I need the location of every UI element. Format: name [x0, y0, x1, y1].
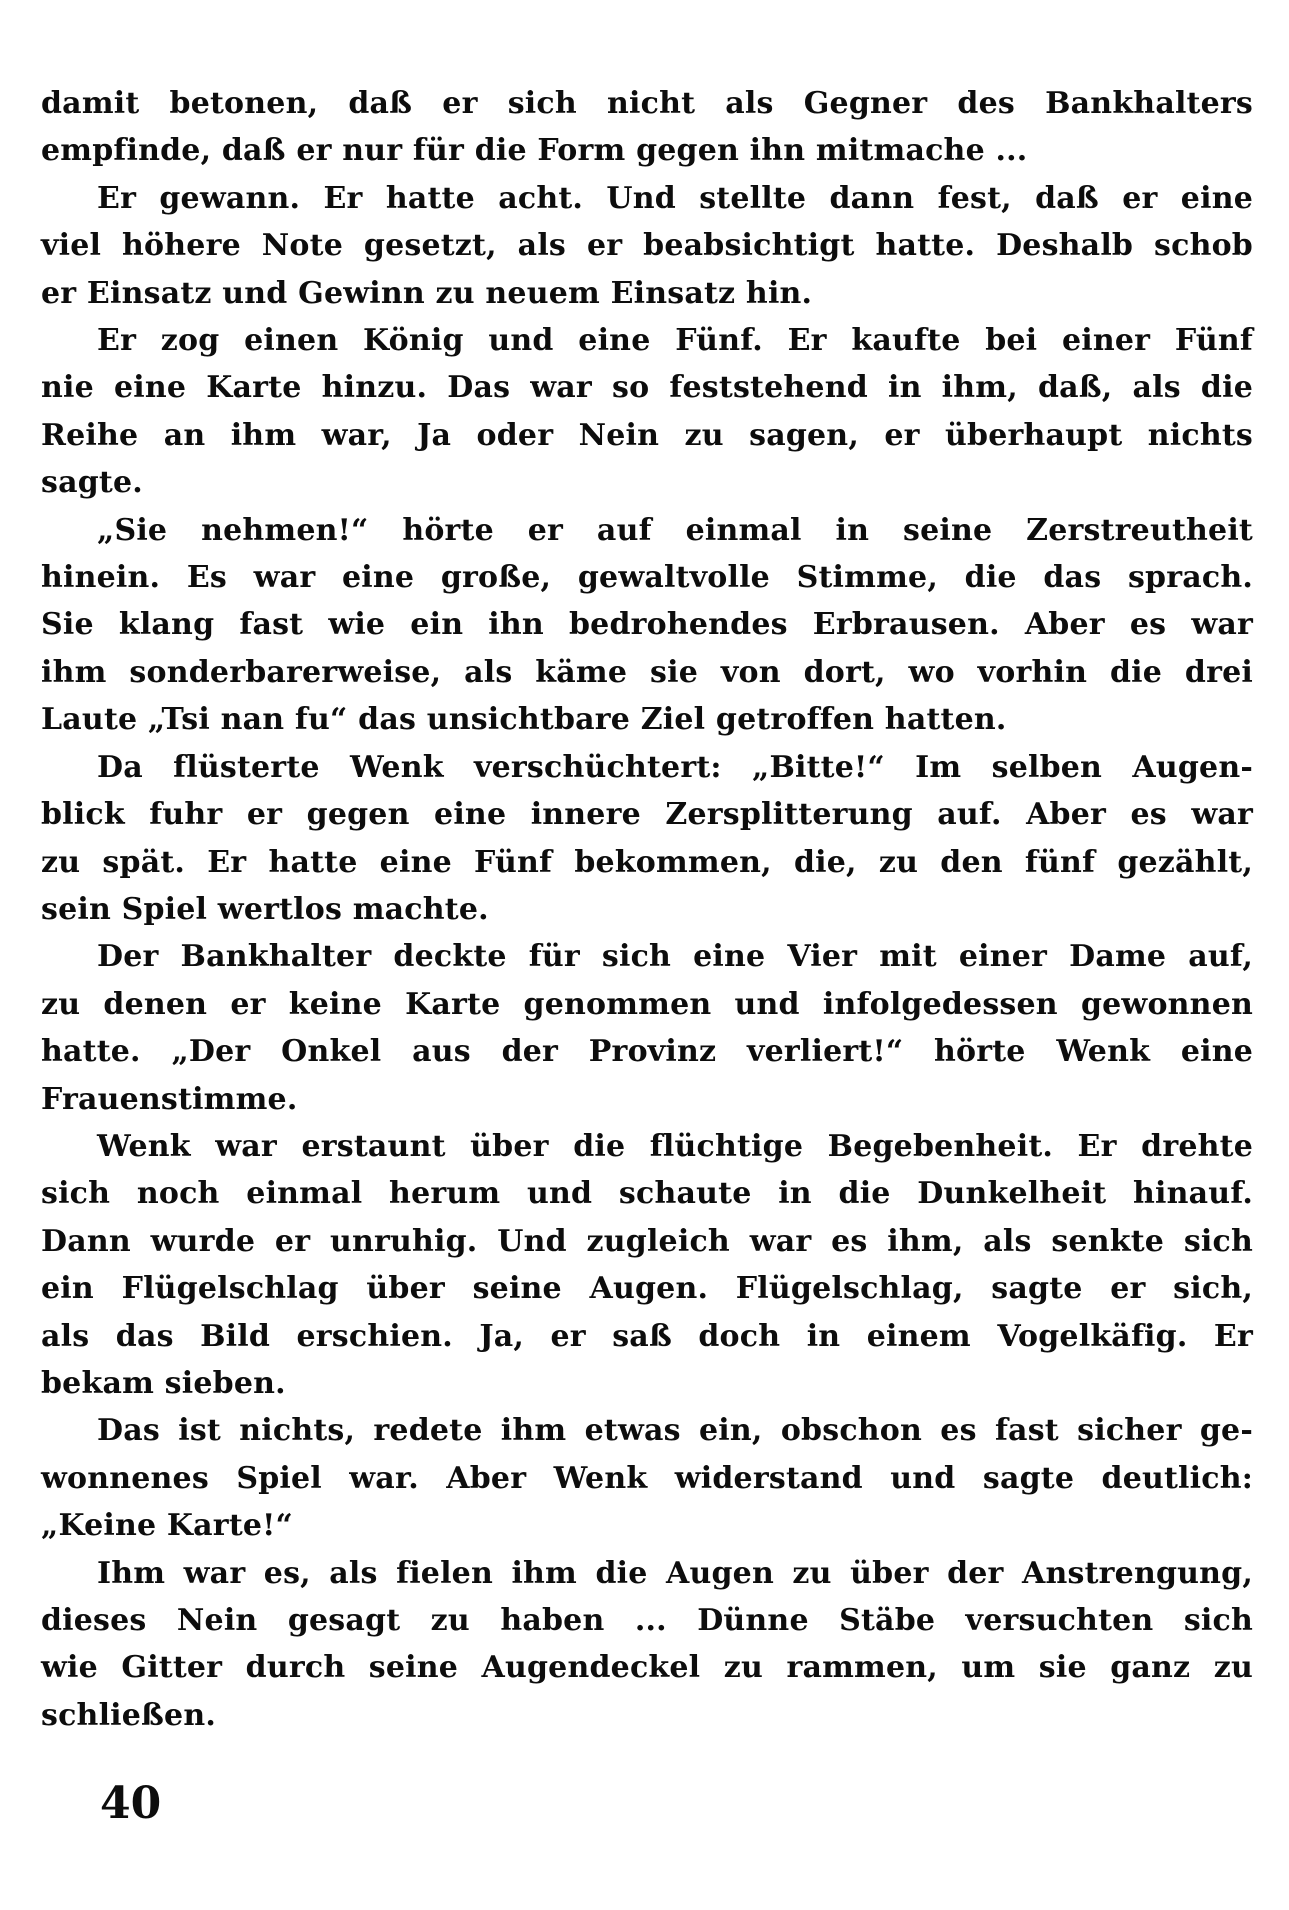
- text-block: [41, 80, 1253, 1739]
- paragraph: [41, 1123, 1253, 1407]
- text-line: viel höhere Note gesetzt, als er beabsichtigt hatte. Deshalb schob: [41, 228, 1253, 264]
- text-line: Laute „Tsi nan fu“ das unsichtbare Ziel getroffen hatten.: [41, 702, 1007, 738]
- text-line: damit betonen, daß er sich nicht als Gegner des Bankhalters: [41, 86, 1253, 121]
- text-line: nie eine Karte hinzu. Das war so feststehend in ihm, daß, als die: [41, 370, 1253, 406]
- text-line: Da flüsterte Wenk verschüchtert: „Bitte!“ Im selben Augen-: [97, 749, 1253, 785]
- text-line: Frauenstimme.: [41, 1081, 298, 1117]
- paragraph: [41, 507, 1253, 744]
- text-line: blick fuhr er gegen eine innere Zersplitterung auf. Aber es war: [41, 797, 1253, 833]
- text-line: sich noch einmal herum und schaute in die Dunkelheit hinauf.: [41, 1176, 1253, 1212]
- text-line: „Keine Karte!“: [41, 1508, 293, 1544]
- text-line: ein Flügelschlag über seine Augen. Flügelschlag, sagte er sich,: [41, 1271, 1253, 1307]
- text-line: sein Spiel wertlos machte.: [41, 891, 489, 927]
- text-line: hatte. „Der Onkel aus der Provinz verliert!“ hörte Wenk eine: [41, 1034, 1253, 1070]
- text-line: Das ist nichts, redete ihm etwas ein, obschon es fast sicher ge-: [97, 1413, 1253, 1449]
- text-line: Wenk war erstaunt über die flüchtige Begebenheit. Er drehte: [97, 1128, 1253, 1164]
- text-line: „Sie nehmen!“ hörte er auf einmal in seine Zerstreutheit: [97, 512, 1253, 548]
- paragraph: [41, 317, 1253, 507]
- text-line: ihm sonderbarerweise, als käme sie von dort, wo vorhin die drei: [41, 654, 1253, 690]
- text-line: dieses Nein gesagt zu haben ... Dünne Stäbe versuchten sich: [41, 1603, 1253, 1638]
- text-line: hinein. Es war eine große, gewaltvolle Stimme, die das sprach.: [41, 560, 1253, 596]
- text-line: sagte.: [41, 465, 143, 501]
- text-line: Der Bankhalter deckte für sich eine Vier mit einer Dame auf,: [97, 939, 1253, 975]
- text-line: Sie klang fast wie ein ihn bedrohendes Erbrausen. Aber es war: [41, 607, 1253, 643]
- text-line: Er gewann. Er hatte acht. Und stellte dann fest, daß er eine: [97, 180, 1253, 216]
- paragraph: [41, 933, 1253, 1123]
- text-line: wie Gitter durch seine Augendeckel zu rammen, um sie ganz zu: [41, 1650, 1253, 1686]
- paragraph: [41, 175, 1253, 317]
- text-line: Ihm war es, als fielen ihm die Augen zu über der Anstrengung,: [97, 1555, 1253, 1591]
- text-line: zu denen er keine Karte genommen und infolgedessen gewonnen: [41, 986, 1253, 1022]
- text-line: Dann wurde er unruhig. Und zugleich war es ihm, als senkte sich: [41, 1223, 1253, 1259]
- text-line: schließen.: [41, 1697, 216, 1733]
- text-line: er Einsatz und Gewinn zu neuem Einsatz hin.: [41, 275, 813, 311]
- paragraph: [41, 1550, 1253, 1740]
- text-line: Er zog einen König und eine Fünf. Er kaufte bei einer Fünf: [97, 323, 1253, 359]
- text-line: empfinde, daß er nur für die Form gegen ihn mitmache ...: [41, 133, 1028, 169]
- text-line: bekam sieben.: [41, 1365, 286, 1401]
- paragraph: [41, 1407, 1253, 1549]
- text-line: zu spät. Er hatte eine Fünf bekommen, die, zu den fünf gezählt,: [41, 844, 1253, 880]
- text-line: Reihe an ihm war, Ja oder Nein zu sagen, er überhaupt nichts: [41, 417, 1253, 453]
- text-line: als das Bild erschien. Ja, er saß doch in einem Vogelkäfig. Er: [41, 1318, 1253, 1354]
- paragraph: [41, 80, 1253, 175]
- paragraph: [41, 744, 1253, 934]
- text-line: wonnenes Spiel war. Aber Wenk widerstand und sagte deutlich:: [41, 1460, 1253, 1496]
- page-number: 40: [100, 1778, 162, 1829]
